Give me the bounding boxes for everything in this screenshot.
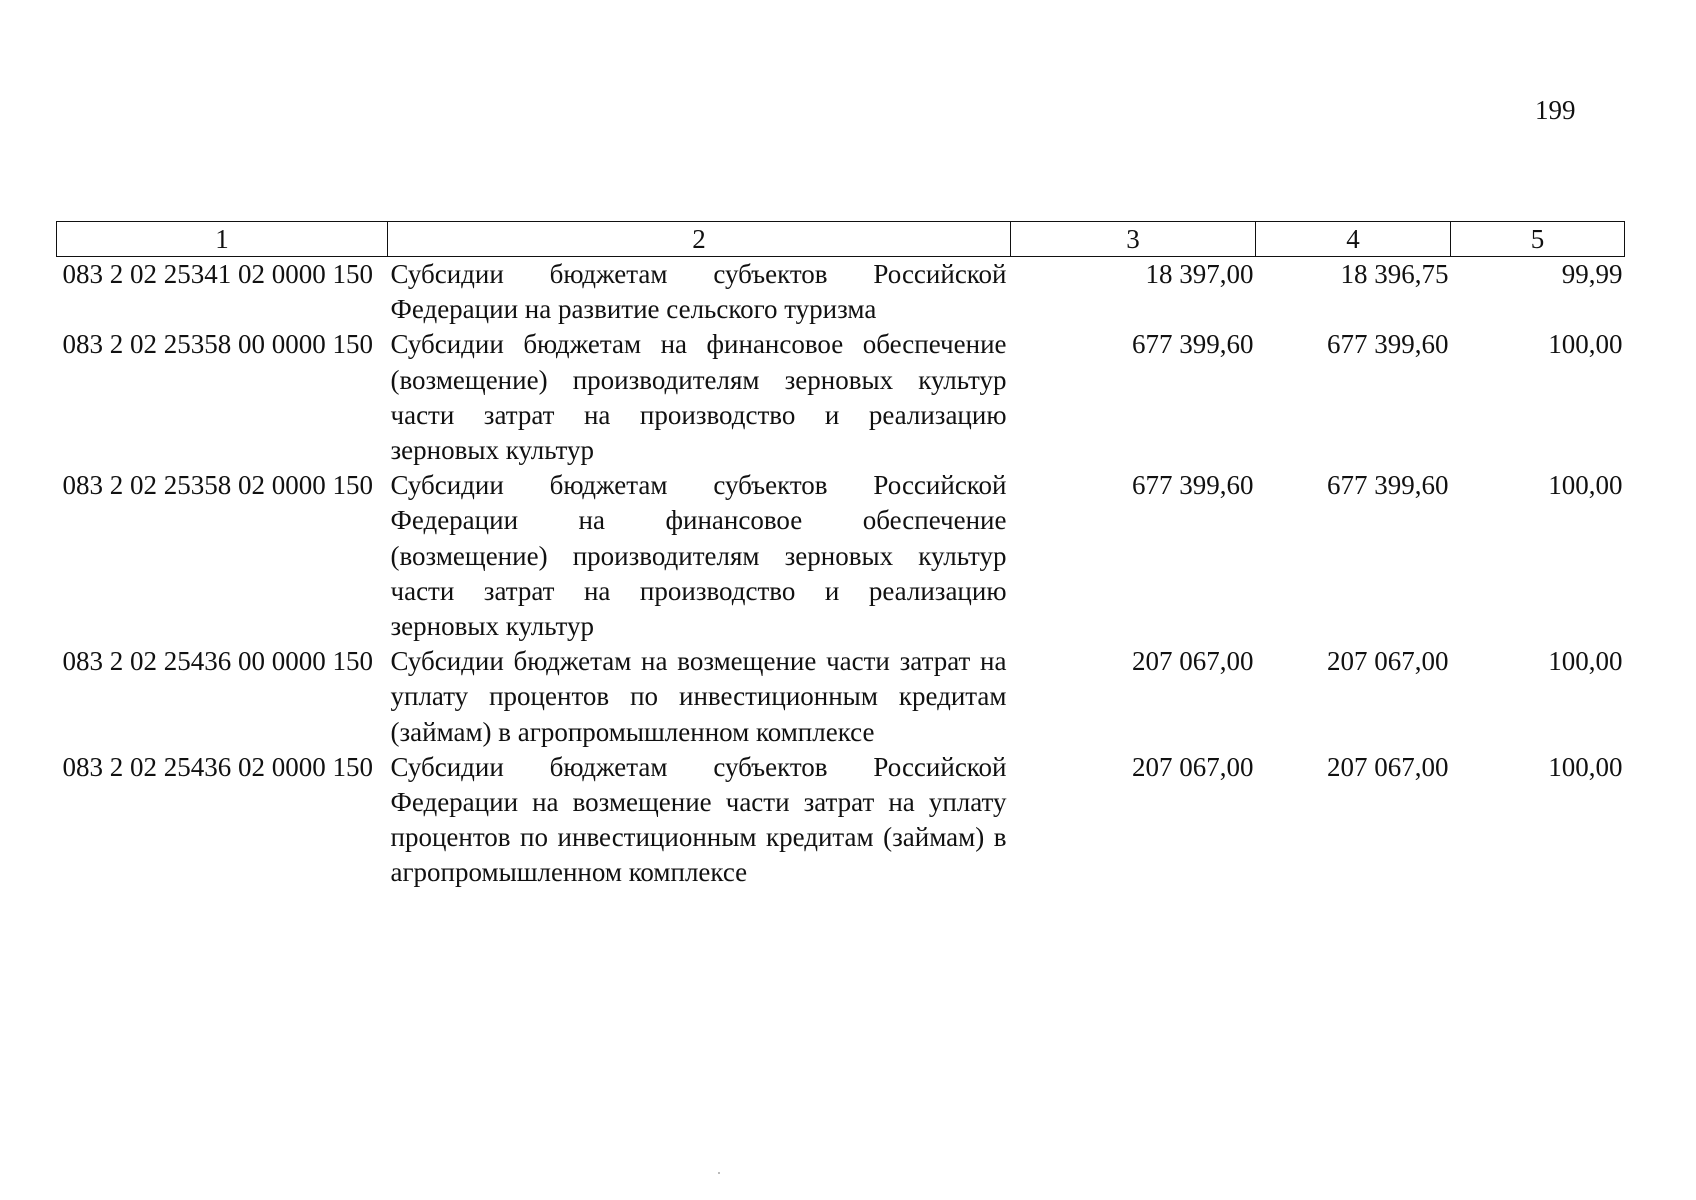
percent-col5: 100,00 xyxy=(1548,646,1623,677)
percent-col5: 100,00 xyxy=(1548,470,1623,501)
column-header-4: 4 xyxy=(1256,222,1451,257)
table-body xyxy=(57,257,1625,891)
table-row xyxy=(57,327,1625,468)
amount-col3: 18 397,00 xyxy=(1145,259,1254,289)
column-header-2: 2 xyxy=(388,222,1011,257)
amount-col4: 677 399,60 xyxy=(1327,470,1449,501)
table-header xyxy=(57,222,1625,257)
amount-col3: 207 067,00 xyxy=(1132,751,1254,782)
amount-col3: 677 399,60 xyxy=(1132,329,1254,360)
budget-table xyxy=(56,221,1625,891)
item-description: Субсидии бюджетам на возмещение части затрат на уплату процентов по инвестиционным кредитам (займам) в агропромышленном комплексе xyxy=(390,646,1007,747)
amount-col4: 677 399,60 xyxy=(1327,329,1449,360)
percent-col5: 100,00 xyxy=(1548,329,1623,360)
budget-code: 083 2 02 25358 00 0000 150 xyxy=(62,329,373,360)
amount-col3: 207 067,00 xyxy=(1132,646,1254,677)
item-description: Субсидии бюджетам субъектов Российской Федерации на возмещение части затрат на уплату процентов по инвестиционным кредитам (займам) в агропромышленном комплексе xyxy=(390,751,1007,888)
table-row xyxy=(57,644,1625,750)
item-description: Субсидии бюджетам субъектов Российской Федерации на развитие сельского туризма xyxy=(390,259,1007,325)
budget-code: 083 2 02 25436 02 0000 150 xyxy=(62,751,373,782)
column-header-3: 3 xyxy=(1011,222,1256,257)
amount-col3: 677 399,60 xyxy=(1132,470,1254,501)
budget-code: 083 2 02 25358 02 0000 150 xyxy=(62,470,373,501)
column-header-5: 5 xyxy=(1451,222,1625,257)
table-row xyxy=(57,750,1625,891)
budget-code: 083 2 02 25341 02 0000 150 xyxy=(62,259,373,289)
amount-col4: 207 067,00 xyxy=(1327,751,1449,782)
amount-col4: 18 396,75 xyxy=(1340,259,1449,289)
table-row xyxy=(57,468,1625,644)
scan-speck xyxy=(718,1172,720,1174)
header-row xyxy=(57,222,1625,257)
table-row xyxy=(57,257,1625,328)
item-description: Субсидии бюджетам на финансовое обеспечение (возмещение) производителям зерновых культур части затрат на производство и реализацию зерновых культур xyxy=(390,329,1007,466)
budget-code: 083 2 02 25436 00 0000 150 xyxy=(62,646,373,677)
percent-col5: 99,99 xyxy=(1561,259,1623,289)
amount-col4: 207 067,00 xyxy=(1327,646,1449,677)
item-description: Субсидии бюджетам субъектов Российской Федерации на финансовое обеспечение (возмещение) производителям зерновых культур части затрат на производство и реализацию зерновых культур xyxy=(390,470,1007,642)
page-number: 199 xyxy=(1535,95,1576,125)
column-header-1: 1 xyxy=(57,222,388,257)
percent-col5: 100,00 xyxy=(1548,751,1623,782)
